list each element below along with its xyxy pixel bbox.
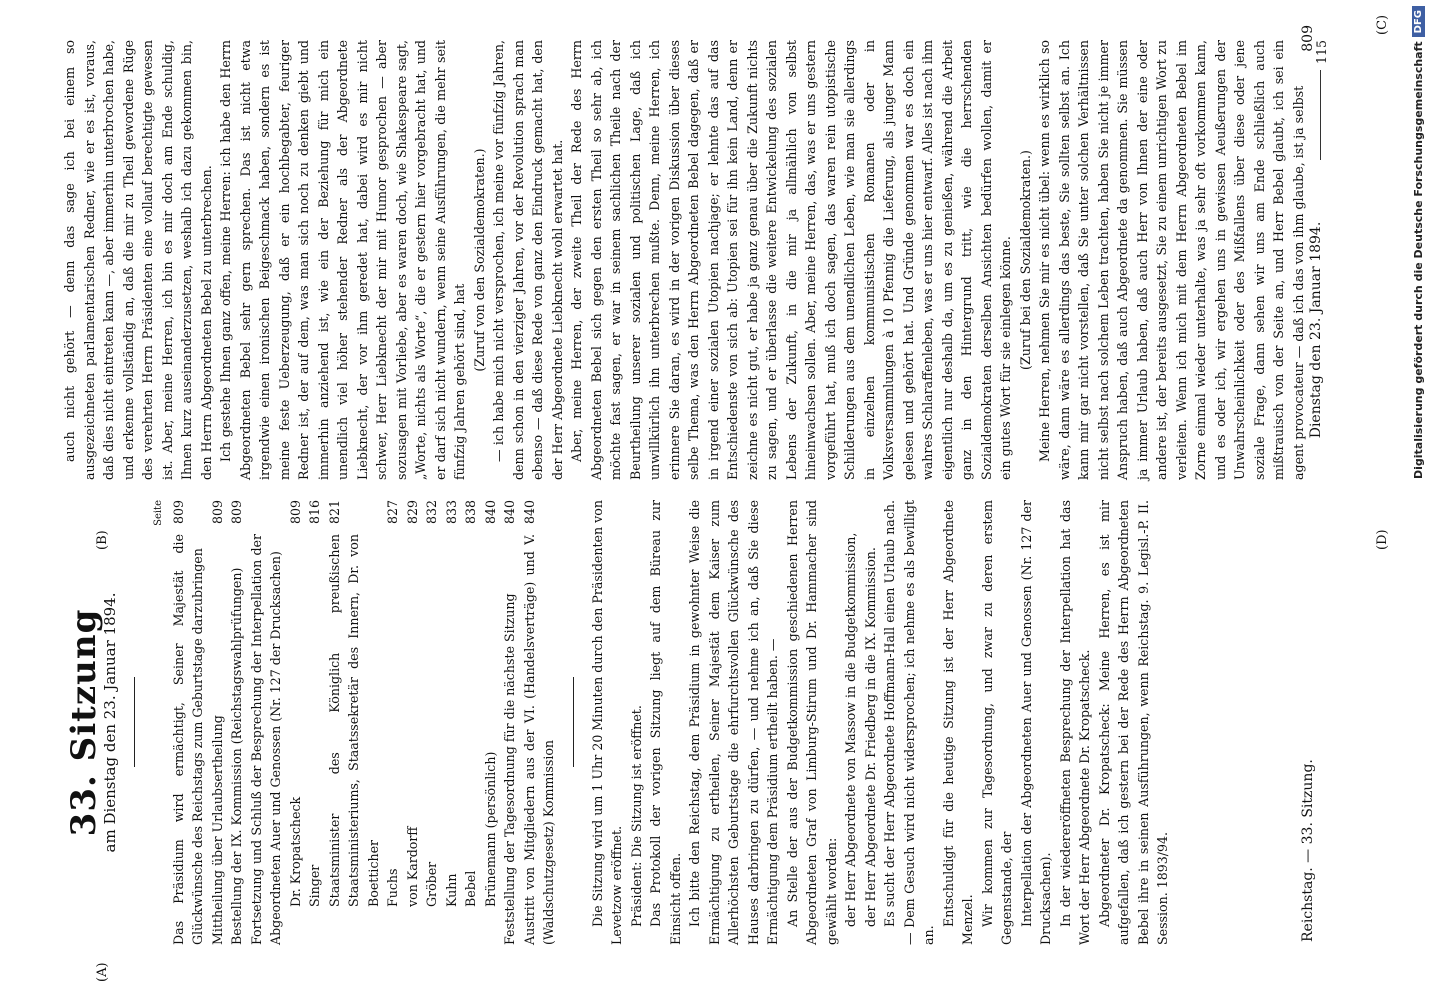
toc-entry-text: Feststellung der Tagesordnung für die nächste Sitzung: [502, 593, 517, 945]
toc-entry-text: Fuchs: [385, 868, 400, 907]
toc-entry-text: Bestellung der IX. Kommission (Reichstagswahlprüfungen): [229, 567, 244, 945]
toc-entry-page: 840: [482, 500, 498, 525]
toc-entry: [208, 500, 228, 945]
paragraph: Entschuldigt für die heutige Sitzung ist der Herr Abgeordnete Menzel.: [940, 500, 975, 945]
toc-entry: [442, 500, 462, 945]
toc-entry-text: Brünemann (persönlich): [482, 751, 498, 907]
left-running-title: Reichstag. — 33. Sitzung.: [1300, 759, 1316, 942]
toc-entry-page: 827: [385, 500, 400, 525]
dfg-banner-text: Digitalisierung gefördert durch die Deutsche Forschungsgemeinschaft: [1411, 41, 1425, 480]
paragraph: (Zuruf von den Sozialdemokraten.): [471, 148, 487, 372]
toc-entry-page: 809: [229, 500, 244, 525]
toc-entry-page: 832: [424, 500, 439, 525]
margin-letter-c: (C): [1375, 14, 1390, 35]
toc-entry: [286, 500, 306, 945]
margin-letter-a: (A): [95, 962, 110, 982]
toc-entry: [227, 500, 247, 945]
toc-entry-text: Bebel: [463, 870, 478, 907]
paragraph: (Zuruf bei den Sozialdemokraten.): [1017, 150, 1033, 370]
toc-entry: [520, 500, 559, 945]
toc-entry-text: Kuhn: [443, 873, 459, 907]
paragraph: Die Sitzung wird um 1 Uhr 20 Minuten durch den Präsidenten von Levetzow eröffnet.: [589, 500, 624, 945]
toc-entry-page: 809: [287, 500, 303, 525]
paragraph: Ich gestehe Ihnen ganz offen, meine Herren: ich habe den Herrn Abgeordneten Bebel sehr gern sprechen. Das ist nicht etwa irgendwie einen ironischen Beigeschmack haben, sondern es ist meine feste Ueberzeugung, daß er ein hochbegabter, feuriger Redner ist, der auf dem, was man sich noch zu denken giebt und immerhin anziehend ist, wie ein der Beziehung für mich ein unendlich viel höher stehender Redner als der Abgeordnete Liebknecht, der vor ihm geredet hat, dabei wird es mir nicht schwer, Herr Liebknecht der mir mit Humor gesprochen — aber sozusagen mit Vorliebe, aber es waren doch, wie Shakespeare sagt, „Worte, nichts als Worte“, die er gestern hier vorgebracht hat, und er darf sich nicht wundern, wenn seine Ausführungen, die mehr seit fünfzig Jahren gehört sind, hat: [218, 40, 467, 480]
toc-entry: [305, 500, 325, 945]
paragraph: Ich bitte den Reichstag, dem Präsidium in gewohnter Weise die Ermächtigung zu ertheilen, Seiner Majestät dem Kaiser zum Allerhöchsten Geburtstage die ehrfurchtsvollen Glückwünsche des Hauses darbringen zu dürfen, — und nehme ich an, daß Sie diese Ermächtigung dem Präsidium ertheilt haben. —: [687, 500, 780, 945]
toc-entry-page: 829: [404, 500, 420, 525]
toc-entry-page: 816: [307, 500, 322, 525]
table-of-contents: [169, 500, 559, 945]
toc-entry: [247, 500, 286, 945]
toc-rule: [573, 678, 574, 768]
toc-entry: [169, 500, 208, 945]
paragraph: der Herr Abgeordnete von Massow in die Budgetkommission,: [843, 532, 858, 927]
paragraph: Abgeordneter Dr. Kropatscheck: Meine Herren, es ist mir aufgefallen, daß ich gestern bei der Rede des Herrn Abgeordneten Bebel ihre in seinen Ausführungen, wenn Reichstag. 9. Legisl.-P. II. Session. 1893/94.: [1096, 500, 1170, 945]
toc-entry-text: Dr. Kropatscheck: [287, 796, 303, 907]
toc-entry-text: Gröber: [424, 861, 439, 907]
toc-entry: [383, 500, 403, 945]
dfg-logo: DFG: [1412, 6, 1425, 37]
col1-body: [588, 500, 1173, 945]
toc-entry-page: 838: [463, 500, 478, 525]
paragraph: In der wiedereröffneten Besprechung der Interpellation hat das Wort der Herr Abgeordnete Dr. Kropatscheck.: [1057, 500, 1092, 945]
paragraph: Präsident: Die Sitzung ist eröffnet.: [628, 705, 644, 927]
footer-signature: 115: [1314, 40, 1329, 65]
toc-entry-text: Das Präsidium wird ermächtigt, Seiner Majestät die Glückwünsche des Reichstags zum Geburtstage darzubringen: [170, 534, 205, 945]
title-rule: [134, 678, 135, 768]
paragraph: An Stelle der aus der Budgetkommission geschiedenen Herren Abgeordneten Graf von Limburg-Stirum und Dr. Hammacher sind gewählt worden:: [784, 500, 839, 945]
paragraph: Wir kommen zur Tagesordnung, und zwar zu deren erstem Gegenstande, der: [979, 500, 1014, 945]
paragraph: Interpellation der Abgeordneten Auer und Genossen (Nr. 127 der Drucksachen).: [1018, 500, 1053, 945]
toc-entry-page: 809: [170, 500, 186, 525]
paragraph: — ich habe mich nicht versprochen, ich meine vor fünfzig Jahren, denn schon in den vierziger Jahren, vor der Revolution sprach man ebenso — daß diese Rede von ganz den Eindruck gemacht hat, den der Herr Abgeordnete Liebknecht wohl erwartet hat.: [491, 40, 565, 480]
toc-entry-text: Staatsminister des Königlich preußischen Staatsministeriums, Staatssekretär des Innern, Dr. von Boetticher: [326, 534, 381, 907]
column-left: [65, 500, 1295, 945]
toc-entry-page: 833: [443, 500, 459, 525]
paragraph: auch nicht gehört — denn das sage ich bei einem so ausgezeichneten parlamentarischen Redner, wie er es ist, voraus, daß dies nicht eintreten kann —, aber immerhin unterbrochen habe, und erkenne vollständig an, daß die mir zu Theil gewordene Rüge des verehrten Herrn Präsidenten eine vollauf berechtigte gewesen ist. Aber, meine Herren, ich bin es mir doch am Ende schuldig, Ihnen kurz auseinanderzusetzen, weshalb ich dazu gekommen bin, den Herrn Abgeordneten Bebel zu unterbrechen.: [62, 40, 214, 480]
toc-entry: [461, 500, 481, 945]
col2-body: [60, 40, 1308, 480]
margin-letter-d: (D): [1375, 529, 1390, 550]
toc-entry: [422, 500, 442, 945]
toc-entry: [403, 500, 423, 945]
toc-entry-text: Austritt von Mitgliedern aus der VI. (Handelsverträge) und V. (Waldschutzgesetz) Kommission: [521, 534, 556, 945]
toc-entry-page: 840: [521, 500, 537, 525]
paragraph: Es sucht der Herr Abgeordnete Hoffmann-Hall einen Urlaub nach. — Dem Gesuch wird nicht widersprochen; ich nehme es als bewilligt an.: [882, 500, 936, 945]
toc-entry-text: Mittheilung über Urlaubsertheilung: [209, 715, 225, 945]
toc-entry-text: Fortsetzung und Schluß der Besprechung der Interpellation der Abgeordneten Auer und Genossen (Nr. 127 der Drucksachen): [248, 534, 283, 945]
page-number: 809: [1300, 25, 1316, 52]
toc-seite-label: Seite: [153, 500, 164, 526]
paragraph: Das Protokoll der vorigen Sitzung liegt auf dem Büreau zur Einsicht offen.: [648, 500, 683, 945]
paragraph: Meine Herren, nehmen Sie mir es nicht übel: wenn es wirklich so wäre, dann wäre es allerdings das beste, Sie sollten selbst an. Ich kann mir gar nicht vorstellen, daß Sie unter solchen Verhältnissen nicht selbst nach solchem Leben trachten, haben Sie nicht je immer Anspruch haben, daß auch Abgeordnete da genommen. Sie müssen ja immer Urlaub haben, daß auch Herr von Ihnen der eine oder andere ist, der bereits ausgesetzt, Sie zu einem unrichtigen Wort zu verleiten. Wenn ich mich mit dem Herrn Abgeordneten Bebel im Zorne einmal wieder unterhalte, was ja sehr oft vorkommen kann, und es oder ich, wir ergehen uns in gewissen Aeußerungen der Unwahrscheinlichkeit oder des Mißfallens über diese oder jene soziale Frage, dann sehen wir uns am Ende schließlich auch mißtrauisch von der Seite an, und Herr Bebel glaubt, ich sei ein agent provocateur — daß ich das von ihm glaube, ist ja selbst: [1037, 40, 1306, 480]
dfg-banner: [1404, 0, 1432, 1000]
paragraph: Aber, meine Herren, der zweite Theil der Rede des Herrn Abgeordneten Bebel sich gegen den ersten Theil so sehr ab, ich möchte fast sagen, er war in seinem sachlichen Theile nach der Beurtheilung unserer sozialen und politischen Lage, daß ich unwillkürlich ihn unterbrechen mußte. Denn, meine Herren, ich erinnere Sie daran, es wird in der vorigen Diskussion über dieses selbe Thema, was den Herrn Abgeordneten Bebel dagegen, daß er in irgend einer sozialen Utopien nachjage; er lehnte das auf das Entschiedenste von sich ab: Utopien sei für ihn kein Land, denn er zeichne es nicht gut, er habe ja ganz genau über die Zukunft nichts zu sagen, und er überlasse die weitere Entwickelung des sozialen Lebens der Zukunft, in die mir ja allmählich von selbst hineinwachsen sollen. Aber, meine Herren, das, was er uns gestern vorgeführt hat, muß ich doch sagen, das waren rein utopistische Schilderungen aus dem unendlichen Leben, wie man sie allerdings in einzelnen kommunistischen Romanen oder in Volksversammlungen à 10 Pfennig die Lieferung, als junger Mann gelesen und gehört hat. Und Gründe genommen war es doch ein wahres Schlaraffenleben, was er uns hier entwarf. Alles ist nach ihm eigentlich nur deshalb da, um es zu genießen, während die Arbeit ganz in den Hintergrund tritt, wie die herrschenden Sozialdemokraten derselben Ansichten bedürfen wollen, damit er ein gutes Wort für sie einlegen könne.: [569, 40, 1013, 480]
right-running-title: Dienstag den 23. Januar 1894.: [1308, 221, 1324, 439]
toc-entry-page: 821: [326, 500, 342, 525]
paragraph: der Herr Abgeordnete Dr. Friedberg in die IX. Kommission.: [862, 547, 878, 927]
toc-entry: [481, 500, 501, 945]
toc-entry: [325, 500, 384, 945]
toc-entry-text: von Kardorff: [404, 826, 420, 907]
toc-entry-text: Singer: [307, 864, 322, 907]
session-title: 33. Sitzung: [64, 608, 104, 837]
session-subtitle: am Dienstag den 23. Januar 1894.: [100, 592, 119, 853]
toc-entry-page: 840: [502, 500, 517, 525]
toc-entry-page: 809: [209, 500, 225, 525]
toc-entry: [500, 500, 520, 945]
margin-letter-b: (B): [95, 530, 110, 550]
